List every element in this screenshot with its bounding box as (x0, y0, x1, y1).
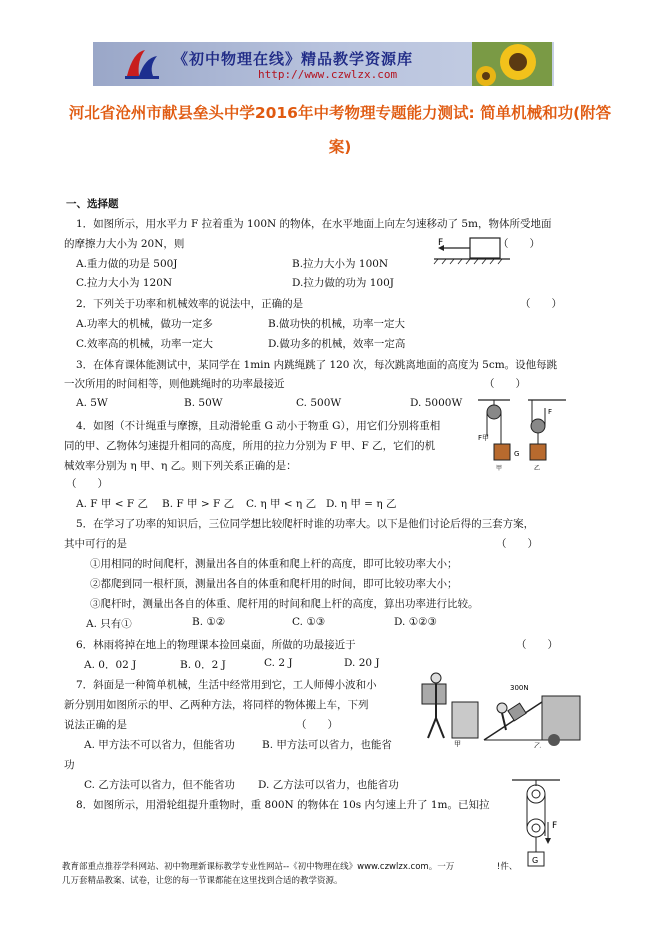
footer (62, 860, 517, 888)
q7-fig-force: 300N (510, 684, 529, 692)
header-banner (93, 42, 554, 86)
q7-option-c: C. 乙方法可以省力，但不能省功 (84, 779, 235, 791)
q2-option-d: D.做功多的机械，效率一定高 (268, 338, 406, 350)
footer-line-1-tail: !件、 (496, 862, 518, 872)
q4-option-c: C. η 甲 < η 乙 (246, 498, 317, 510)
q5-stem-2: 其中可行的是 (64, 538, 127, 550)
banner-url: http://www.czwlzx.com (258, 68, 398, 81)
q8-stem: 8．如图所示，用滑轮组提升重物时，重 800N 的物体在 10s 内匀速上升了 1m。已知拉 (76, 799, 490, 811)
q7-fig-yi: 乙 (534, 742, 541, 748)
q2-stem: 2．下列关于功率和机械效率的说法中，正确的是 (76, 298, 304, 310)
q7-fig-jia: 甲 (454, 740, 461, 748)
q4-figure-pulleys (470, 396, 570, 474)
q4-option-d: D. η 甲 = η 乙 (326, 498, 397, 510)
q7-stem-3: 说法正确的是 (64, 719, 127, 731)
q1-stem-2: 的摩擦力大小为 20N，则 (64, 238, 185, 250)
q5-option-c: C. ①③ (292, 616, 326, 628)
q3-bracket: （ ） (484, 378, 526, 390)
q4-option-b: B. F 甲 > F 乙 (162, 498, 235, 510)
q7-option-d: D. 乙方法可以省力，也能省功 (258, 779, 399, 791)
q5-plan-2: ②都爬到同一根杆顶，测量出各自的体重和爬杆用的时间，即可比较功率大小； (90, 578, 458, 590)
q6-option-d: D. 20 J (344, 657, 380, 669)
q4-fig-f1: F甲 (478, 434, 490, 442)
q5-bracket: （ ） (496, 538, 538, 550)
q4-fig-f2: F (548, 408, 553, 416)
q4-fig-g: G (514, 450, 520, 458)
q4-bracket: （ ） (66, 478, 108, 490)
q1-figure-label: F (438, 238, 444, 248)
q2-bracket: （ ） (520, 298, 562, 310)
footer-line-1: 教育部重点推荐学科网站、初中物理新课标教学专业性网站--《初中物理在线》www.czwlzx.com。一万 (62, 862, 455, 872)
q4-stem-1: 4．如图（不计绳重与摩擦，且动滑轮重 G 动小于物重 G），用它们分别将重相 (76, 420, 441, 432)
sunflower-icon (472, 42, 552, 86)
q8-figure-pulley-block (508, 776, 564, 872)
q5-option-a: A. 只有① (86, 618, 132, 630)
q5-stem-1: 5．在学习了功率的知识后，三位同学想比较爬杆时谁的功率大。以下是他们讨论后得的三套方案， (76, 518, 535, 530)
q7-stem-1: 7．斜面是一种简单机械，生活中经常用到它，工人师傅小波和小 (76, 679, 377, 691)
q4-fig-jia: 甲 (496, 465, 503, 472)
q1-bracket: （ ） (498, 238, 540, 250)
q3-option-a: A. 5W (76, 397, 108, 409)
q4-fig-yi: 乙 (534, 465, 541, 472)
q1-option-d: D.拉力做的功为 100J (292, 277, 394, 289)
q8-fig-g: G (532, 856, 539, 865)
q4-option-a: A. F 甲 < F 乙 (76, 498, 148, 510)
q3-stem-1: 3．在体育课体能测试中，某同学在 1min 内跳绳跳了 120 次，每次跳离地面的高度为 5cm。设他每跳 (76, 359, 558, 371)
q3-option-d: D. 5000W (410, 397, 463, 409)
q6-option-b: B. 0．2 J (180, 659, 226, 671)
q7-figure-ramps (414, 666, 582, 748)
q8-fig-f: F (552, 821, 558, 831)
q3-option-c: C. 500W (296, 397, 342, 409)
site-logo-icon (123, 46, 161, 82)
q5-plan-1: ①用相同的时间爬杆，测量出各自的体重和爬上杆的高度，即可比较功率大小； (90, 558, 458, 570)
q5-plan-3: ③爬杆时，测量出各自的体重、爬杆用的时间和爬上杆的高度，算出功率进行比较。 (90, 598, 479, 610)
q1-stem-1: 1．如图所示，用水平力 F 拉着重为 100N 的物体，在水平地面上向左匀速移动了 5m，物体所受地面 (76, 218, 552, 230)
q1-option-c: C.拉力大小为 120N (76, 277, 173, 289)
q7-stem-2: 新分别用如图所示的甲、乙两种方法，将同样的物体搬上车，下列 (64, 699, 369, 711)
q6-stem: 6．林雨将掉在地上的物理课本捡回桌面，所做的功最接近于 (76, 639, 356, 651)
q6-option-a: A. 0．02 J (84, 659, 137, 671)
q7-option-a: A. 甲方法不可以省力，但能省功 (84, 739, 235, 751)
page-title: 河北省沧州市献县垒头中学2016年中考物理专题能力测试: 简单机械和功(附答案) (68, 104, 612, 156)
q1-option-b: B.拉力大小为 100N (292, 258, 389, 270)
q6-option-c: C. 2 J (264, 657, 293, 669)
q4-stem-2: 同的甲、乙物体匀速提升相同的高度，所用的拉力分别为 F 甲、F 乙，它们的机 (64, 440, 436, 452)
q3-option-b: B. 50W (184, 397, 223, 409)
q5-option-b: B. ①② (192, 616, 226, 628)
q1-figure-block-on-floor (432, 236, 512, 268)
q2-option-a: A.功率大的机械，做功一定多 (76, 318, 213, 330)
footer-line-2: 几万套精品教案、试卷，让您的每一节课都能在这里找到合适的教学资源。 (62, 876, 343, 886)
q1-option-a: A.重力做的功是 500J (76, 258, 178, 270)
q5-option-d: D. ①②③ (394, 616, 437, 628)
q6-bracket: （ ） (516, 639, 558, 651)
q7-bracket: （ ） (296, 719, 338, 731)
q4-stem-3: 械效率分别为 η 甲、η 乙。则下列关系正确的是： (64, 460, 297, 472)
q2-option-c: C.效率高的机械，功率一定大 (76, 338, 213, 350)
banner-title: 《初中物理在线》精品教学资源库 (173, 50, 414, 68)
q7-option-b-cont: 功 (64, 759, 75, 771)
section-heading: 一、选择题 (66, 198, 119, 210)
q3-stem-2: 一次所用的时间相等，则他跳绳时的功率最接近 (64, 378, 285, 390)
q7-option-b: B. 甲方法可以省力，也能省 (262, 739, 392, 751)
q2-option-b: B.做功快的机械，功率一定大 (268, 318, 406, 330)
